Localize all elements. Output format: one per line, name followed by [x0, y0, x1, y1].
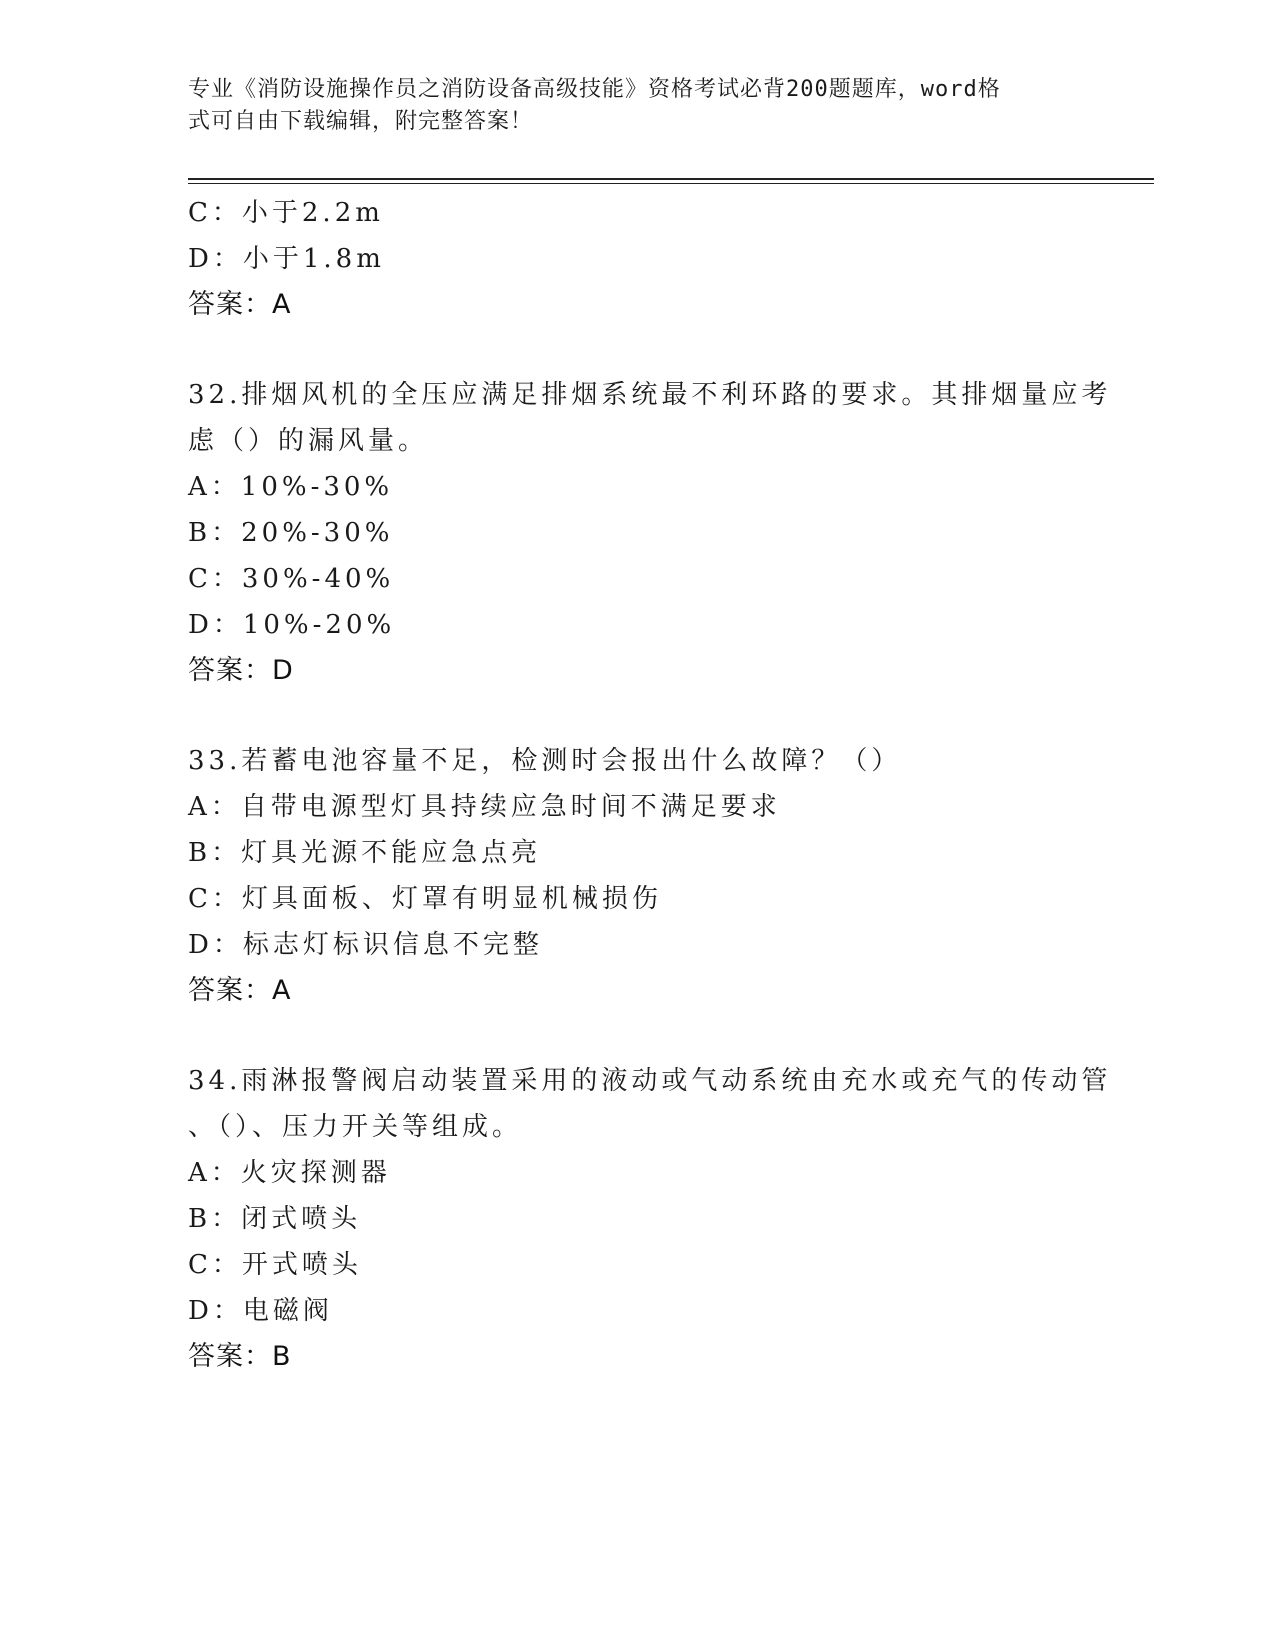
- question-stem-line: 、（）、压力开关等组成。: [188, 1112, 523, 1142]
- question-stem-line: 33.若蓄电池容量不足，检测时会报出什么故障？（）: [188, 746, 902, 776]
- option-c: C：小于2.2m: [188, 198, 384, 228]
- header-line-2: 式可自由下载编辑，附完整答案！: [188, 109, 534, 134]
- option-a: A：10%-30%: [188, 472, 394, 502]
- question-32: [188, 372, 1112, 694]
- option-b: B：灯具光源不能应急点亮: [188, 838, 542, 868]
- option-b: B：闭式喷头: [188, 1204, 362, 1234]
- option-d: D：标志灯标识信息不完整: [188, 930, 543, 960]
- question-33: [188, 738, 1088, 1014]
- spacer: [188, 328, 1088, 372]
- option-c: C：30%-40%: [188, 564, 395, 594]
- header-rule-thick: [188, 178, 1154, 180]
- header-line-1: 专业《消防设施操作员之消防设备高级技能》资格考试必背200题题库，word格: [188, 77, 1001, 102]
- question-content: [188, 190, 1112, 1380]
- previous-question-tail: [188, 190, 1088, 328]
- answer-line: 答案：A: [188, 975, 292, 1006]
- question-stem-line: 34.雨淋报警阀启动装置采用的液动或气动系统由充水或充气的传动管: [188, 1066, 1112, 1096]
- answer-line: 答案：A: [188, 289, 292, 320]
- option-d: D：电磁阀: [188, 1296, 333, 1326]
- answer-line: 答案：D: [188, 655, 294, 686]
- option-b: B：20%-30%: [188, 518, 394, 548]
- spacer: [188, 1014, 1088, 1058]
- option-a: A：火灾探测器: [188, 1158, 391, 1188]
- spacer: [188, 694, 1088, 738]
- question-stem-line: 虑（）的漏风量。: [188, 426, 429, 456]
- option-a: A：自带电源型灯具持续应急时间不满足要求: [188, 792, 781, 822]
- header-rule-thin: [188, 183, 1154, 184]
- option-d: D：小于1.8m: [188, 244, 385, 274]
- document-header: [188, 74, 1068, 138]
- option-d: D：10%-20%: [188, 610, 396, 640]
- question-34: [188, 1058, 1112, 1380]
- option-c: C：开式喷头: [188, 1250, 362, 1280]
- option-c: C：灯具面板、灯罩有明显机械损伤: [188, 884, 662, 914]
- question-stem-line: 32.排烟风机的全压应满足排烟系统最不利环路的要求。其排烟量应考: [188, 380, 1112, 410]
- answer-line: 答案：B: [188, 1341, 292, 1372]
